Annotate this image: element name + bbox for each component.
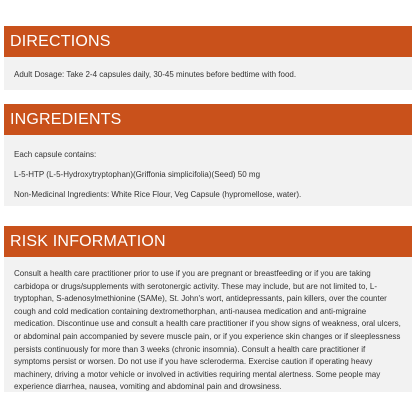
ingredients-non-medicinal: Non-Medicinal Ingredients: White Rice Flour, Veg Capsule (hypromellose, water). bbox=[14, 190, 302, 199]
ingredients-capsule-label: Each capsule contains: bbox=[14, 150, 97, 159]
ingredients-body bbox=[4, 135, 412, 201]
ingredients-section bbox=[4, 104, 412, 206]
risk-information-text: Consult a health care practitioner prior to use if you are pregnant or breastfeeding or if you are taking carbidopa or drugs/supplements with serotonergic activity. These may include, but are not limited to, L-tryptophan, S-adenosylmethionine (SAMe), St. John's wort, antidepressants, pain killers, over the counter cough and cold medication containing dextromethorphan, anti-nausea medication and anti-migraine medication. Discontinue use and consult a health care practitioner if you show signs of weakness, oral ulcers, or abdominal pain accompanied by severe muscle pain, or if you experience skin changes or if sleeplessness persists continuously for more than 3 weeks (chronic insomnia). Consult a health care practitioner if symptoms persist or worsen. Do not use if you have scleroderma. Exercise caution if operating heavy machinery, driving a motor vehicle or involved in activities requiring mental alertness. Some people may experience diarrhea, nausea, vomiting and abdominal pain and drowsiness. bbox=[14, 269, 401, 392]
ingredients-medicinal: L-5-HTP (L-5-Hydroxytryptophan)(Griffonia simplicifolia)(Seed) 50 mg bbox=[14, 170, 261, 179]
risk-information-heading: RISK INFORMATION bbox=[4, 226, 412, 257]
directions-heading: DIRECTIONS bbox=[4, 26, 412, 57]
risk-information-section bbox=[4, 226, 412, 392]
ingredients-heading: INGREDIENTS bbox=[4, 104, 412, 135]
directions-section bbox=[4, 26, 412, 90]
directions-text: Adult Dosage: Take 2-4 capsules daily, 30-45 minutes before bedtime with food. bbox=[14, 70, 297, 79]
directions-body bbox=[4, 57, 412, 81]
risk-information-body bbox=[4, 257, 412, 394]
